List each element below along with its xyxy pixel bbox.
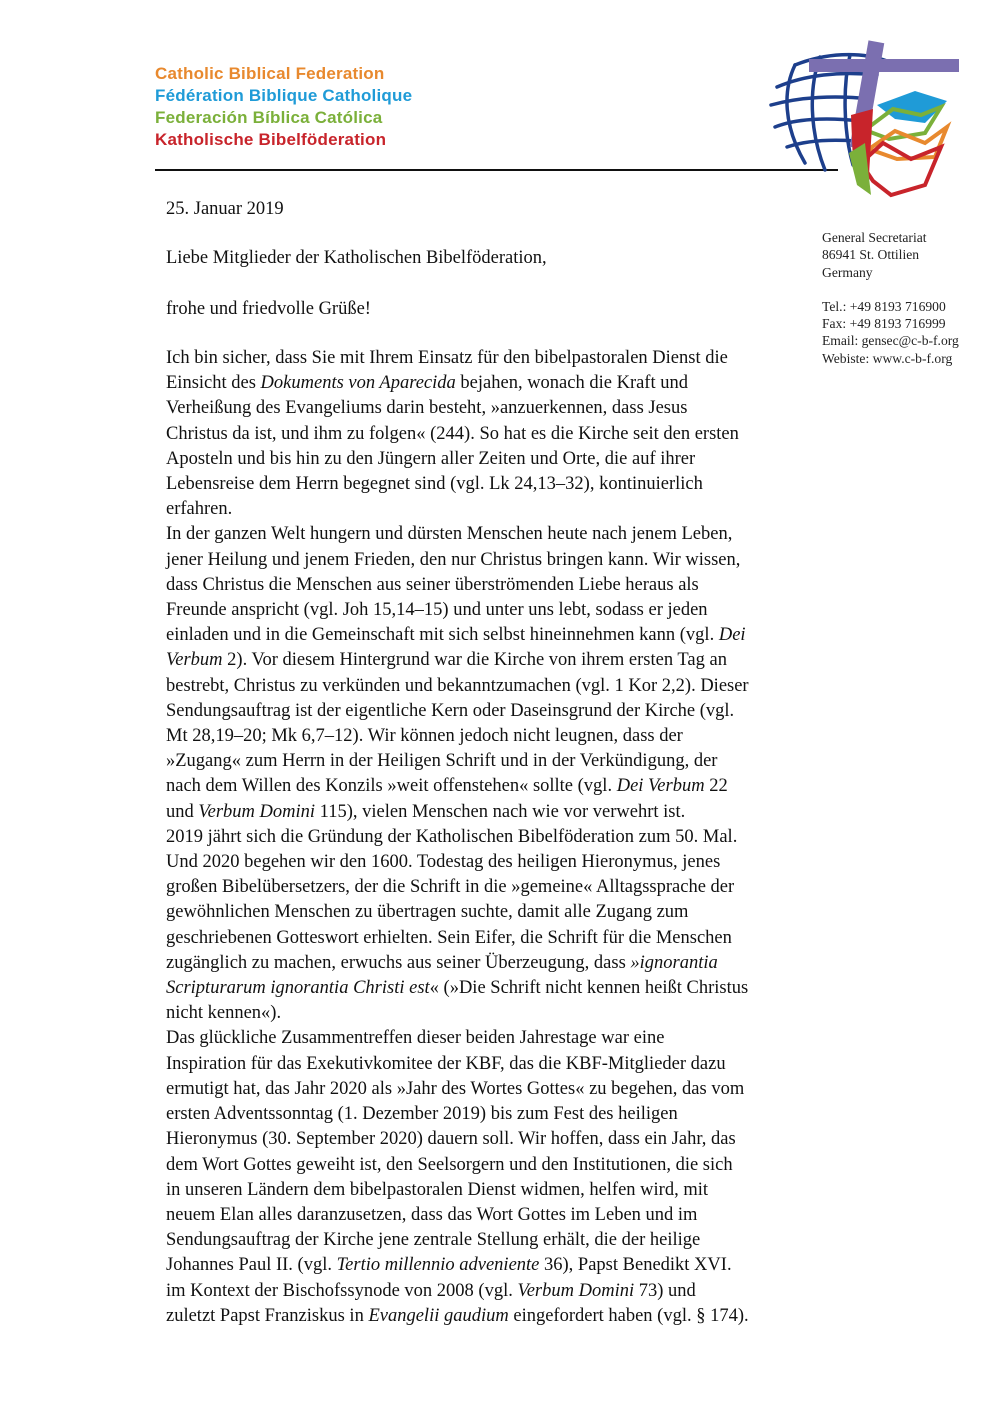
federation-names <box>155 63 412 151</box>
federation-name-french: Fédération Biblique Catholique <box>155 86 413 105</box>
body-line <box>166 699 826 724</box>
letter-date: 25. Januar 2019 <box>166 199 284 219</box>
body-text: Aposteln und bis hin zu den Jüngern aller Zeiten und Orte, die auf ihrer <box>166 448 696 469</box>
body-line <box>166 1026 826 1051</box>
body-line <box>166 926 826 951</box>
letter-body <box>166 346 826 1329</box>
body-line <box>166 648 826 673</box>
phone-line: Tel.: +49 8193 716900 <box>822 298 946 314</box>
body-text: bejahen, wonach die Kraft und <box>455 373 688 394</box>
body-text: Johannes Paul II. (vgl. <box>166 1255 337 1276</box>
body-text: 22 <box>704 776 728 797</box>
italic-citation: Verbum Domini <box>198 801 316 822</box>
body-text: Mt 28,19–20; Mk 6,7–12). Wir können jedoch nicht leugnen, dass der <box>166 726 683 747</box>
body-line <box>166 850 826 875</box>
body-line <box>166 623 826 648</box>
body-text: Sendungsauftrag ist der eigentliche Kern oder Daseinsgrund der Kirche (vgl. <box>166 700 735 721</box>
body-line <box>166 422 826 447</box>
website-line: Webiste: www.c-b-f.org <box>822 350 953 366</box>
body-text: eingefordert haben (vgl. § 174). <box>508 1305 749 1326</box>
italic-citation: Dokuments von Aparecida <box>260 373 456 394</box>
body-line <box>166 371 826 396</box>
body-text: neuem Elan alles daranzusetzen, dass das Wort Gottes im Leben und im <box>166 1204 698 1225</box>
body-line <box>166 900 826 925</box>
body-text: Inspiration für das Exekutivkomitee der KBF, das die KBF-Mitglieder dazu <box>166 1053 726 1074</box>
body-text: bestrebt, Christus zu verkünden und bekanntzumachen (vgl. 1 Kor 2,2). Dieser <box>166 675 749 696</box>
italic-citation: Dei <box>718 625 746 646</box>
federation-name-german: Katholische Bibelföderation <box>155 130 387 149</box>
body-text: Das glückliche Zusammentreffen dieser beiden Jahrestage war eine <box>166 1028 665 1049</box>
body-text: Einsicht des <box>166 373 261 394</box>
body-text: 36), Papst Benedikt XVI. <box>539 1255 732 1276</box>
body-text: Ich bin sicher, dass Sie mit Ihrem Einsatz für den bibelpastoralen Dienst die <box>166 348 728 368</box>
body-text: zuletzt Papst Franziskus in <box>166 1305 369 1326</box>
body-line <box>166 497 826 522</box>
body-text: im Kontext der Bischofssynode von 2008 (vgl. <box>166 1280 518 1301</box>
body-line <box>166 598 826 623</box>
body-text: 2). Vor diesem Hintergrund war die Kirche von ihrem ersten Tag an <box>222 650 727 671</box>
federation-name-spanish: Federación Bíblica Católica <box>155 108 383 127</box>
body-text: Lebensreise dem Herrn begegnet sind (vgl. Lk 24,13–32), kontinuierlich <box>166 474 703 495</box>
body-text: 73) und <box>634 1280 696 1301</box>
body-text: 115), vielen Menschen nach wie vor verwehrt ist. <box>315 801 686 822</box>
body-line <box>166 1127 826 1152</box>
globe-cross-book-logo-icon <box>765 35 960 200</box>
sender-address-block <box>822 229 959 367</box>
body-line <box>166 1279 826 1304</box>
body-line <box>166 522 826 547</box>
body-text: Verheißung des Evangeliums darin besteht, »anzuerkennen, dass Jesus <box>166 398 688 419</box>
letter-salutation: Liebe Mitglieder der Katholischen Bibelföderation, <box>166 248 547 268</box>
body-text: Freunde anspricht (vgl. Joh 15,14–15) und unter uns lebt, sodass er jeden <box>166 600 708 621</box>
body-text: einladen und in die Gemeinschaft mit sich selbst hineinnehmen kann (vgl. <box>166 625 719 646</box>
italic-citation: Scripturarum ignorantia Christi est <box>166 978 430 999</box>
body-line <box>166 447 826 472</box>
header-divider <box>155 169 838 171</box>
address-line: General Secretariat <box>822 230 927 245</box>
body-line <box>166 1077 826 1102</box>
body-line <box>166 1203 826 1228</box>
body-line <box>166 548 826 573</box>
body-line <box>166 1001 826 1026</box>
body-text: nach dem Willen des Konzils »weit offenstehen« sollte (vgl. <box>166 776 617 797</box>
body-text: Sendungsauftrag der Kirche jene zentrale Stellung erhält, die der heilige <box>166 1230 701 1251</box>
italic-citation: »ignorantia <box>630 952 718 973</box>
body-line <box>166 346 826 371</box>
body-text: in unseren Ländern dem bibelpastoralen Dienst widmen, helfen wird, mit <box>166 1179 709 1200</box>
email-line: Email: gensec@c-b-f.org <box>822 333 959 349</box>
body-text: dem Wort Gottes geweiht ist, den Seelsorgern und den Institutionen, die sich <box>166 1154 733 1175</box>
body-line <box>166 774 826 799</box>
letter-greeting: frohe und friedvolle Grüße! <box>166 299 371 319</box>
body-line <box>166 674 826 699</box>
body-line <box>166 1052 826 1077</box>
fax-line: Fax: +49 8193 716999 <box>822 316 946 332</box>
body-text: zugänglich zu machen, erwuchs aus seiner Überzeugung, dass <box>166 952 631 973</box>
address-line: 86941 St. Ottilien <box>822 247 920 263</box>
body-line <box>166 976 826 1001</box>
body-text: großen Bibelübersetzers, der die Schrift in die »gemeine« Alltagssprache der <box>166 877 735 898</box>
body-text: Christus da ist, und ihm zu folgen« (244). So hat es die Kirche seit den ersten <box>166 423 739 444</box>
body-line <box>166 951 826 976</box>
body-line <box>166 1304 826 1329</box>
body-text: ermutigt hat, das Jahr 2020 als »Jahr des Wortes Gottes« zu begehen, das vom <box>166 1078 745 1099</box>
federation-name-english: Catholic Biblical Federation <box>155 64 385 83</box>
body-text: dass Christus die Menschen aus seiner überströmenden Liebe heraus als <box>166 574 699 595</box>
body-text: »Zugang« zum Herrn in der Heiligen Schrift und in der Verkündigung, der <box>166 751 718 772</box>
body-line <box>166 825 826 850</box>
body-text: jener Heilung und jenem Frieden, den nur Christus bringen kann. Wir wissen, <box>166 549 741 570</box>
body-line <box>166 1178 826 1203</box>
body-line <box>166 749 826 774</box>
body-line <box>166 724 826 749</box>
italic-citation: Tertio millennio adveniente <box>336 1255 540 1276</box>
body-text: gewöhnlichen Menschen zu übertragen suchte, damit alle Zugang zum <box>166 902 689 923</box>
body-text: nicht kennen«). <box>166 1003 282 1024</box>
italic-citation: Verbum <box>166 650 223 671</box>
body-line <box>166 396 826 421</box>
body-text: « (»Die Schrift nicht kennen heißt Christus <box>429 978 749 999</box>
body-text: geschriebenen Gotteswort erhielten. Sein Eifer, die Schrift für die Menschen <box>166 927 732 948</box>
italic-citation: Dei Verbum <box>616 776 705 797</box>
body-text: erfahren. <box>166 499 233 520</box>
body-line <box>166 875 826 900</box>
italic-citation: Evangelii gaudium <box>368 1305 509 1326</box>
body-text: Hieronymus (30. September 2020) dauern soll. Wir hoffen, dass ein Jahr, das <box>166 1129 736 1150</box>
body-text: 2019 jährt sich die Gründung der Katholischen Bibelföderation zum 50. Mal. <box>166 826 738 847</box>
body-line <box>166 1102 826 1127</box>
body-text: und <box>166 801 199 822</box>
italic-citation: Verbum Domini <box>517 1280 635 1301</box>
body-line <box>166 573 826 598</box>
address-line: Germany <box>822 264 873 280</box>
body-text: Und 2020 begehen wir den 1600. Todestag des heiligen Hieronymus, jenes <box>166 852 721 873</box>
body-line <box>166 472 826 497</box>
body-line <box>166 1253 826 1278</box>
body-line <box>166 800 826 825</box>
body-line <box>166 1153 826 1178</box>
body-text: In der ganzen Welt hungern und dürsten Menschen heute nach jenem Leben, <box>166 524 733 545</box>
body-text: ersten Adventssonntag (1. Dezember 2019) bis zum Fest des heiligen <box>166 1104 678 1125</box>
body-line <box>166 1228 826 1253</box>
